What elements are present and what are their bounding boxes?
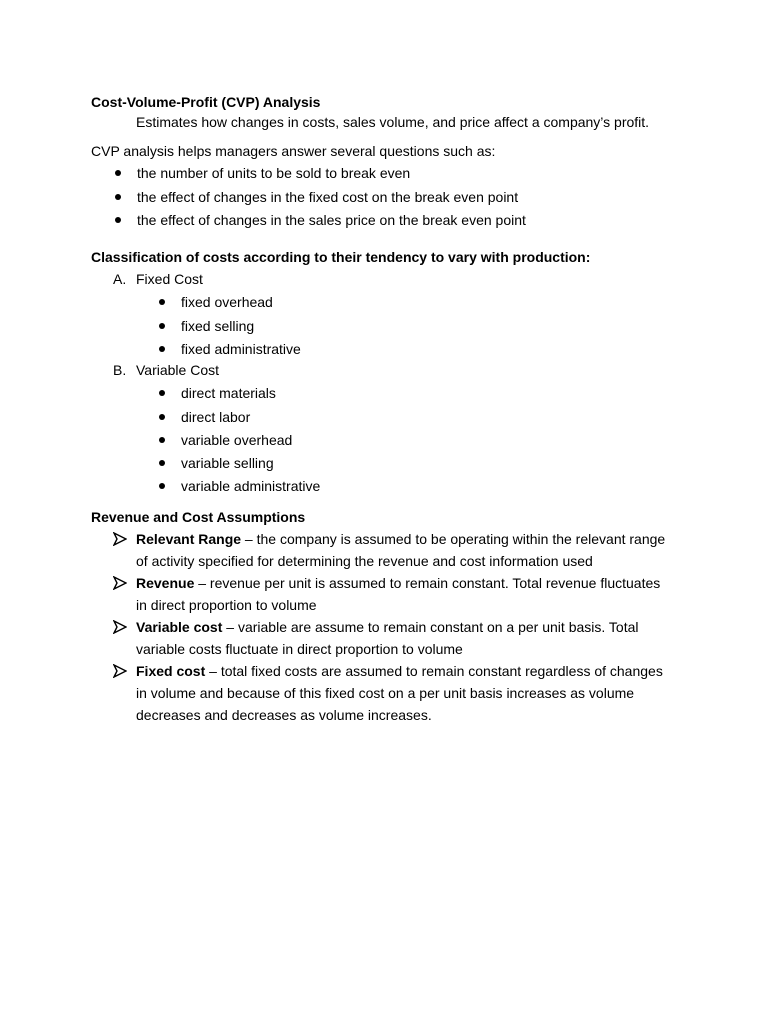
- list-item-text: direct materials: [181, 385, 276, 401]
- list-item-text: the effect of changes in the fixed cost on the break even point: [137, 189, 519, 205]
- arrowhead-bullet-icon: [113, 620, 127, 634]
- assumption-line: [136, 573, 660, 593]
- assumption-text: – total fixed costs are assumed to remain constant regardless of changes: [205, 663, 663, 679]
- group-marker: B.: [113, 362, 127, 378]
- assumption-line: [136, 661, 663, 681]
- arrowhead-bullet-icon: [113, 576, 127, 590]
- list-item-text: the number of units to be sold to break even: [137, 165, 411, 181]
- list-item-text: direct labor: [181, 409, 251, 425]
- bullet-icon: [159, 323, 165, 329]
- assumptions-heading: Revenue and Cost Assumptions: [91, 509, 306, 525]
- bullet-icon: [159, 437, 165, 443]
- assumption-text: – the company is assumed to be operating within the relevant range: [241, 531, 666, 547]
- arrowhead-bullet-icon: [113, 532, 127, 546]
- list-item-text: the effect of changes in the sales price on the break even point: [137, 212, 526, 228]
- bullet-icon: [159, 483, 165, 489]
- assumption-text: – revenue per unit is assumed to remain constant. Total revenue fluctuates: [194, 575, 661, 591]
- assumption-term: Revenue: [136, 575, 195, 591]
- classification-heading: Classification of costs according to their tendency to vary with production:: [91, 249, 591, 265]
- bullet-icon: [115, 217, 121, 223]
- assumption-continuation: variable costs fluctuate in direct proportion to volume: [136, 641, 463, 657]
- assumption-line: [136, 617, 638, 637]
- assumption-line: [136, 529, 665, 549]
- group-label: Variable Cost: [136, 362, 220, 378]
- list-item-text: variable administrative: [181, 478, 321, 494]
- list-item-text: variable selling: [181, 455, 274, 471]
- bullet-icon: [159, 460, 165, 466]
- assumption-term: Variable cost: [136, 619, 223, 635]
- assumption-text: – variable are assume to remain constant on a per unit basis. Total: [222, 619, 639, 635]
- bullet-icon: [115, 170, 121, 176]
- list-item-text: fixed selling: [181, 318, 255, 334]
- list-item-text: fixed overhead: [181, 294, 273, 310]
- definition-text: Estimates how changes in costs, sales volume, and price affect a company’s profit.: [136, 114, 650, 130]
- list-item-text: variable overhead: [181, 432, 293, 448]
- bullet-icon: [115, 194, 121, 200]
- bullet-icon: [159, 414, 165, 420]
- assumption-continuation: in direct proportion to volume: [136, 597, 317, 613]
- group-marker: A.: [113, 271, 127, 287]
- bullet-icon: [159, 346, 165, 352]
- page-title: Cost-Volume-Profit (CVP) Analysis: [91, 94, 321, 110]
- assumption-continuation: in volume and because of this fixed cost on a per unit basis increases as volume: [136, 685, 635, 701]
- assumption-term: Relevant Range: [136, 531, 242, 547]
- assumption-continuation: of activity specified for determining the revenue and cost information used: [136, 553, 593, 569]
- list-item-text: fixed administrative: [181, 341, 301, 357]
- bullet-icon: [159, 390, 165, 396]
- cvp-intro-text: CVP analysis helps managers answer several questions such as:: [91, 143, 496, 159]
- assumption-term: Fixed cost: [136, 663, 206, 679]
- bullet-icon: [159, 299, 165, 305]
- assumption-continuation: decreases and decreases as volume increases.: [136, 707, 432, 723]
- group-label: Fixed Cost: [136, 271, 203, 287]
- arrowhead-bullet-icon: [113, 664, 127, 678]
